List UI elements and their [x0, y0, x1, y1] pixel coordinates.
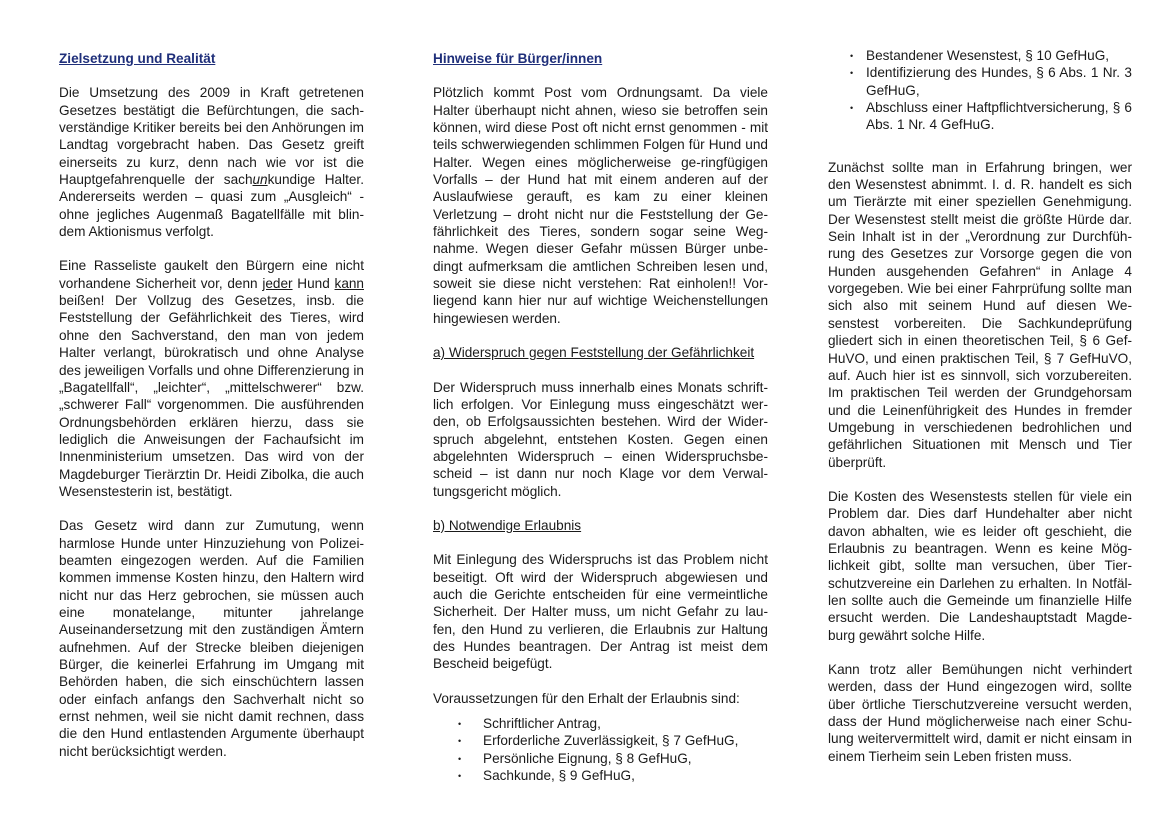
- list-item: • Bestandener Wesenstest, § 10 GefHuG,: [828, 47, 1132, 64]
- paragraph-text: Eine Rasseliste gaukelt den Bürgern eine nicht vorhandene Sicherheit vor, denn: [59, 258, 364, 291]
- paragraph-text: kundige Halter. Andererseits werden – quasi zum „Ausgleich“ - ohne jegliches Augenmaß Bagatellfälle mit blin-dem Aktionismus verfolgt.: [59, 172, 364, 240]
- paragraph-post: Plötzlich kommt Post vom Ordnungsamt. Da viele Halter überhaupt nicht ahnen, wieso sie betroffen sein können, wird diese Post oft nicht ernst genommen - mit teils schwerwiegenden schlimmen Folgen für Hund und Halter. Wegen eines möglicherweise ge-ringfügigen Vorfalls – der Hund hat mit einem anderen auf der Auslaufwiese gerauft, es kam zu einer kleinen Verletzung – droht nicht nur die Feststellung der Ge-fährlichkeit des Tieres, sondern sogar seine Weg-nahme. Wegen dieser Gefahr müssen Bürger unbe-dingt aufmerksam die amtlichen Schreiben lesen und, soweit sie diese nicht verstehen: Rat einholen!! Vor-liegend kann hier nur auf wichtige Weichenstellungen hingewiesen werden.: [433, 85, 768, 326]
- paragraph-text: Hund: [292, 275, 335, 291]
- paragraph-wesenstest: Zunächst sollte man in Erfahrung bringen, wer den Wesenstest abnimmt. I. d. R. handelt es sich um Tierärzte mit einer speziellen Genehmigung. Der Wesenstest stellt meist die größte Hürde dar. Sein Inhalt ist in der „Verordnung zur Durchfüh-rung des Gesetzes zur Vorsorge gegen die von Hunden ausgehenden Gefahren“ in Anlage 4 vorgegeben. Wie bei einer Fahrprüfung sollte man sich also mit seinem Hund auf diesen We-senstest vorbereiten. Die Sachkundeprüfung gliedert sich in einen theoretischen Teil, § 6 Gef-HuVO, und einen praktischen Teil, § 7 GefHuVO, auf. Auch hier ist es sinnvoll, sich vorzubereiten. Im praktischen Teil werden der Grundgehorsam und die Leinenführigkeit des Hundes in fremder Umgebung in verschiedenen bedrohlichen und gefährlichen Situationen mit Mensch und Tier überprüft.: [828, 159, 1132, 470]
- paragraph-widerspruch: Der Widerspruch muss innerhalb eines Monats schrift-lich erfolgen. Vor Einlegung muss eingeschätzt wer-den, ob Erfolgsaussichten bestehen. Wird der Wider-spruch abgelehnt, entstehen Kosten. Gegen einen abgelehnten Widerspruch – einen Widerspruchsbe-scheid – ist dann nur noch Klage vor dem Verwal-tungsgericht möglich.: [433, 379, 768, 499]
- list-item: • Abschluss einer Haftpflichtversicherung, § 6 Abs. 1 Nr. 4 GefHuG.: [828, 99, 1132, 134]
- list-item: • Persönliche Eignung, § 8 GefHuG,: [433, 750, 768, 767]
- emphasis-un: un: [252, 172, 268, 188]
- section-heading-hinweise: Hinweise für Bürger/innen: [433, 51, 603, 66]
- subheading-erlaubnis: b) Notwendige Erlaubnis: [433, 517, 582, 533]
- paragraph-text: beißen! Der Vollzug des Gesetzes, insb. die Feststellung der Gefährlichkeit des Tieres, wird ohne den Sachverstand, den man von jedem Halter verlangt, bürokratisch und ohne Analyse des jeweiligen Vorfalls und ohne Differenzierung in „Bagatellfall“, „leichter“, „mittelschwerer“ bzw. „schwerer Fall“ vorgenommen. Die ausführenden Ordnungsbehörden erklären hierzu, dass sie lediglich die Anweisungen der Fachaufsicht im Innenministerium umsetzen. Das wird von der Magdeburger Tierärztin Dr. Heidi Zibolka, die auch Wesenstesterin ist, bestätigt.: [59, 293, 364, 499]
- list-item: • Sachkunde, § 9 GefHuG,: [433, 767, 768, 784]
- paragraph-erlaubnis: Mit Einlegung des Widerspruchs ist das Problem nicht beseitigt. Oft wird der Widerspruch abgewiesen und auch die Gerichte entscheiden für eine vermeintliche Sicherheit. Der Halter muss, um nicht Gefahr zu lau-fen, den Hund zu verlieren, die Erlaubnis zur Haltung des Hundes beantragen. Der Antrag ist meist dem Bescheid beigefügt.: [433, 552, 768, 672]
- paragraph-umsetzung: [59, 84, 364, 240]
- list-item: • Identifizierung des Hundes, § 6 Abs. 1 Nr. 3 GefHuG,: [828, 64, 1132, 99]
- requirements-list: [433, 715, 768, 784]
- requirements-list-continued: [828, 47, 1132, 134]
- column-right: [828, 47, 1132, 765]
- list-item: • Schriftlicher Antrag,: [433, 715, 768, 732]
- paragraph-tierschutz: Kann trotz aller Bemühungen nicht verhindert werden, dass der Hund eingezogen wird, sollte über örtliche Tierschutzvereine versucht werden, dass der Hund möglicherweise nach einer Schu-lung weitervermittelt wird, damit er nicht einsam in einem Tierheim sein Leben fristen muss.: [828, 662, 1132, 764]
- subheading-widerspruch: a) Widerspruch gegen Feststellung der Gefährlichkeit: [433, 345, 755, 361]
- list-item: • Erforderliche Zuverlässigkeit, § 7 GefHuG,: [433, 732, 768, 749]
- emphasis-jeder: jeder: [262, 275, 293, 291]
- column-middle: [433, 44, 768, 784]
- paragraph-rasseliste: [59, 257, 364, 500]
- paragraph-zumutung: Das Gesetz wird dann zur Zumutung, wenn harmlose Hunde unter Hinzuziehung von Polizei-beamten eingezogen werden. Auf die Familien kommen immense Kosten hinzu, den Haltern wird nicht nur das Herz gebrochen, sie müssen auch eine monatelange, mitunter jahrelange Auseinandersetzung mit den zuständigen Ämtern aufnehmen. Auf der Strecke bleiben diejenigen Bürger, die keinerlei Erfahrung im Umgang mit Behörden haben, die sich einschüchtern lassen oder einfach anfangs den Sachverhalt nicht so ernst nehmen, weil sie nicht damit rechnen, dass die den Hund entlastenden Argumente überhaupt nicht berücksichtigt werden.: [59, 518, 364, 759]
- paragraph-kosten: Die Kosten des Wesenstests stellen für viele ein Problem dar. Dies darf Hundehalter aber nicht davon abhalten, wie es leider oft geschieht, die Erlaubnis zu beantragen. Wenn es keine Mög-lichkeit gibt, sollte man versuchen, über Tier-schutzvereine ein Darlehen zu erhalten. In Notfäl-len sollte auch die Gemeinde um finanzielle Hilfe ersucht werden. Die Landeshauptstadt Magde-burg gewährt solche Hilfe.: [828, 488, 1132, 643]
- paragraph-voraussetzungen: Voraussetzungen für den Erhalt der Erlaubnis sind:: [433, 690, 740, 706]
- paragraph-text: Die Umsetzung des 2009 in Kraft getretenen Gesetzes bestätigt die Befürchtungen, die sach-verständige Kritiker bereits bei den Anhörungen im Landtag vorgebracht haben. Das Gesetz greift einerseits zu kurz, denn nach wie vor ist die Hauptgefahrenquelle der sach: [59, 85, 364, 188]
- emphasis-kann: kann: [334, 275, 364, 291]
- section-heading-zielsetzung: Zielsetzung und Realität: [59, 51, 216, 66]
- column-left: [59, 44, 364, 760]
